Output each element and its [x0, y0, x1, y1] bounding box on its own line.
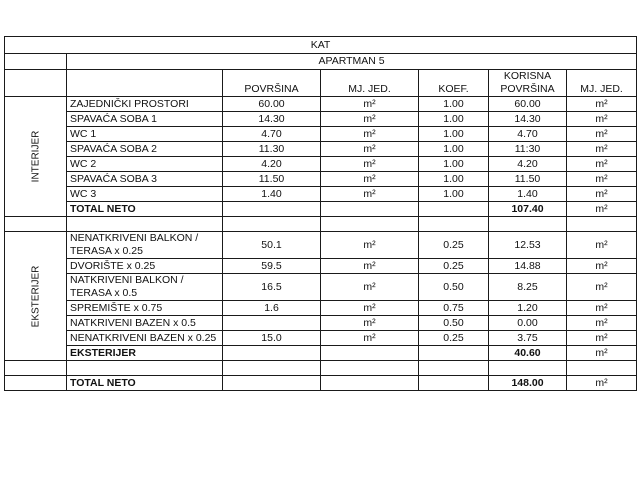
area-useful: 0.00 [489, 316, 567, 331]
interior-total-unit: m² [567, 202, 637, 217]
empty-cell [419, 361, 489, 376]
area-unit: m² [321, 259, 419, 274]
table-row [5, 112, 637, 127]
empty-cell [419, 376, 489, 391]
empty-cell [67, 361, 223, 376]
room-unit: m² [321, 142, 419, 157]
area-useful-unit: m² [567, 259, 637, 274]
table-title: KAT [5, 37, 637, 54]
empty-cell [223, 346, 321, 361]
area-name: NENATKRIVENI BALKON / TERASA x 0.25 [67, 232, 223, 259]
room-useful: 60.00 [489, 97, 567, 112]
room-name: WC 1 [67, 127, 223, 142]
area-value: 16.5 [223, 274, 321, 301]
room-useful-unit: m² [567, 127, 637, 142]
empty-cell [567, 361, 637, 376]
empty-cell [489, 361, 567, 376]
section-interijer-label: INTERIJER [29, 130, 41, 183]
area-useful: 1.20 [489, 301, 567, 316]
empty-cell [419, 202, 489, 217]
table-row [5, 172, 637, 187]
room-useful-unit: m² [567, 142, 637, 157]
area-unit: m² [321, 316, 419, 331]
room-unit: m² [321, 157, 419, 172]
area-table-sheet [4, 36, 636, 444]
area-name: NATKRIVENI BALKON / TERASA x 0.5 [67, 274, 223, 301]
table-subtitle: APARTMAN 5 [67, 54, 637, 70]
empty-cell [67, 217, 223, 232]
area-name: SPREMIŠTE x 0.75 [67, 301, 223, 316]
table-row [5, 97, 637, 112]
empty-cell [223, 202, 321, 217]
room-unit: m² [321, 187, 419, 202]
exterior-total-row [5, 346, 637, 361]
header-korisna: KORISNA POVRŠINA [489, 70, 567, 97]
room-unit: m² [321, 172, 419, 187]
room-useful: 11:30 [489, 142, 567, 157]
area-value: 50.1 [223, 232, 321, 259]
room-area: 1.40 [223, 187, 321, 202]
room-name: ZAJEDNIČKI PROSTORI [67, 97, 223, 112]
table-row [5, 331, 637, 346]
area-useful: 14.88 [489, 259, 567, 274]
section-eksterijer-label: EKSTERIJER [30, 265, 42, 327]
empty-cell [419, 217, 489, 232]
room-useful-unit: m² [567, 172, 637, 187]
header-name-empty [67, 70, 223, 97]
empty-cell [321, 217, 419, 232]
room-koef: 1.00 [419, 127, 489, 142]
area-koef: 0.25 [419, 259, 489, 274]
area-value: 15.0 [223, 331, 321, 346]
table-row [5, 127, 637, 142]
room-area: 60.00 [223, 97, 321, 112]
header-povrsina: POVRŠINA [223, 70, 321, 97]
room-area: 4.70 [223, 127, 321, 142]
header-mj-jed-2: MJ. JED. [567, 70, 637, 97]
empty-cell [567, 217, 637, 232]
table-row [5, 232, 637, 259]
table-row [5, 274, 637, 301]
title-row [5, 37, 637, 54]
spacer-row [5, 361, 637, 376]
room-useful-unit: m² [567, 97, 637, 112]
room-koef: 1.00 [419, 172, 489, 187]
room-area: 4.20 [223, 157, 321, 172]
room-area: 14.30 [223, 112, 321, 127]
grand-total-row [5, 376, 637, 391]
area-useful-unit: m² [567, 316, 637, 331]
empty-cell [321, 361, 419, 376]
area-value [223, 316, 321, 331]
room-area: 11.50 [223, 172, 321, 187]
room-name: SPAVAĆA SOBA 3 [67, 172, 223, 187]
room-useful: 4.20 [489, 157, 567, 172]
room-area: 11.30 [223, 142, 321, 157]
area-useful-unit: m² [567, 301, 637, 316]
area-useful-unit: m² [567, 274, 637, 301]
header-row [5, 70, 637, 97]
area-unit: m² [321, 301, 419, 316]
room-name: WC 3 [67, 187, 223, 202]
area-name: DVORIŠTE x 0.25 [67, 259, 223, 274]
room-unit: m² [321, 127, 419, 142]
room-useful: 4.70 [489, 127, 567, 142]
room-useful-unit: m² [567, 157, 637, 172]
grand-total-unit: m² [567, 376, 637, 391]
empty-cell [489, 217, 567, 232]
table-row [5, 142, 637, 157]
room-useful: 14.30 [489, 112, 567, 127]
area-unit: m² [321, 232, 419, 259]
area-koef: 0.25 [419, 232, 489, 259]
room-koef: 1.00 [419, 97, 489, 112]
room-unit: m² [321, 97, 419, 112]
corner-cell [5, 54, 67, 70]
room-useful: 1.40 [489, 187, 567, 202]
empty-cell [321, 376, 419, 391]
area-name: NATKRIVENI BAZEN x 0.5 [67, 316, 223, 331]
header-koef: KOEF. [419, 70, 489, 97]
room-useful-unit: m² [567, 112, 637, 127]
exterior-total-value: 40.60 [489, 346, 567, 361]
room-name: SPAVAĆA SOBA 2 [67, 142, 223, 157]
grand-total-label: TOTAL NETO [67, 376, 223, 391]
interior-total-row [5, 202, 637, 217]
empty-cell [223, 376, 321, 391]
exterior-total-unit: m² [567, 346, 637, 361]
area-unit: m² [321, 331, 419, 346]
area-value: 59.5 [223, 259, 321, 274]
area-koef: 0.50 [419, 274, 489, 301]
empty-cell [5, 361, 67, 376]
section-eksterijer [5, 232, 67, 361]
area-koef: 0.75 [419, 301, 489, 316]
area-value: 1.6 [223, 301, 321, 316]
exterior-total-label: EKSTERIJER [67, 346, 223, 361]
subtitle-row [5, 54, 637, 70]
area-useful: 12.53 [489, 232, 567, 259]
header-empty [5, 70, 67, 97]
room-useful: 11.50 [489, 172, 567, 187]
interior-total-label: TOTAL NETO [67, 202, 223, 217]
table-row [5, 157, 637, 172]
room-name: WC 2 [67, 157, 223, 172]
empty-cell [5, 217, 67, 232]
empty-cell [5, 376, 67, 391]
room-koef: 1.00 [419, 187, 489, 202]
area-useful: 8.25 [489, 274, 567, 301]
area-useful-unit: m² [567, 331, 637, 346]
room-koef: 1.00 [419, 112, 489, 127]
table-row [5, 316, 637, 331]
area-useful-unit: m² [567, 232, 637, 259]
empty-cell [321, 346, 419, 361]
empty-cell [419, 346, 489, 361]
empty-cell [223, 361, 321, 376]
room-koef: 1.00 [419, 142, 489, 157]
room-useful-unit: m² [567, 187, 637, 202]
grand-total-value: 148.00 [489, 376, 567, 391]
area-useful: 3.75 [489, 331, 567, 346]
area-name: NENATKRIVENI BAZEN x 0.25 [67, 331, 223, 346]
room-koef: 1.00 [419, 157, 489, 172]
area-koef: 0.25 [419, 331, 489, 346]
header-mj-jed: MJ. JED. [321, 70, 419, 97]
section-interijer [5, 97, 67, 217]
table-row [5, 259, 637, 274]
room-unit: m² [321, 112, 419, 127]
table-row [5, 187, 637, 202]
area-table [4, 36, 637, 391]
area-koef: 0.50 [419, 316, 489, 331]
spacer-row [5, 217, 637, 232]
empty-cell [223, 217, 321, 232]
table-row [5, 301, 637, 316]
empty-cell [321, 202, 419, 217]
interior-total-value: 107.40 [489, 202, 567, 217]
room-name: SPAVAĆA SOBA 1 [67, 112, 223, 127]
area-unit: m² [321, 274, 419, 301]
